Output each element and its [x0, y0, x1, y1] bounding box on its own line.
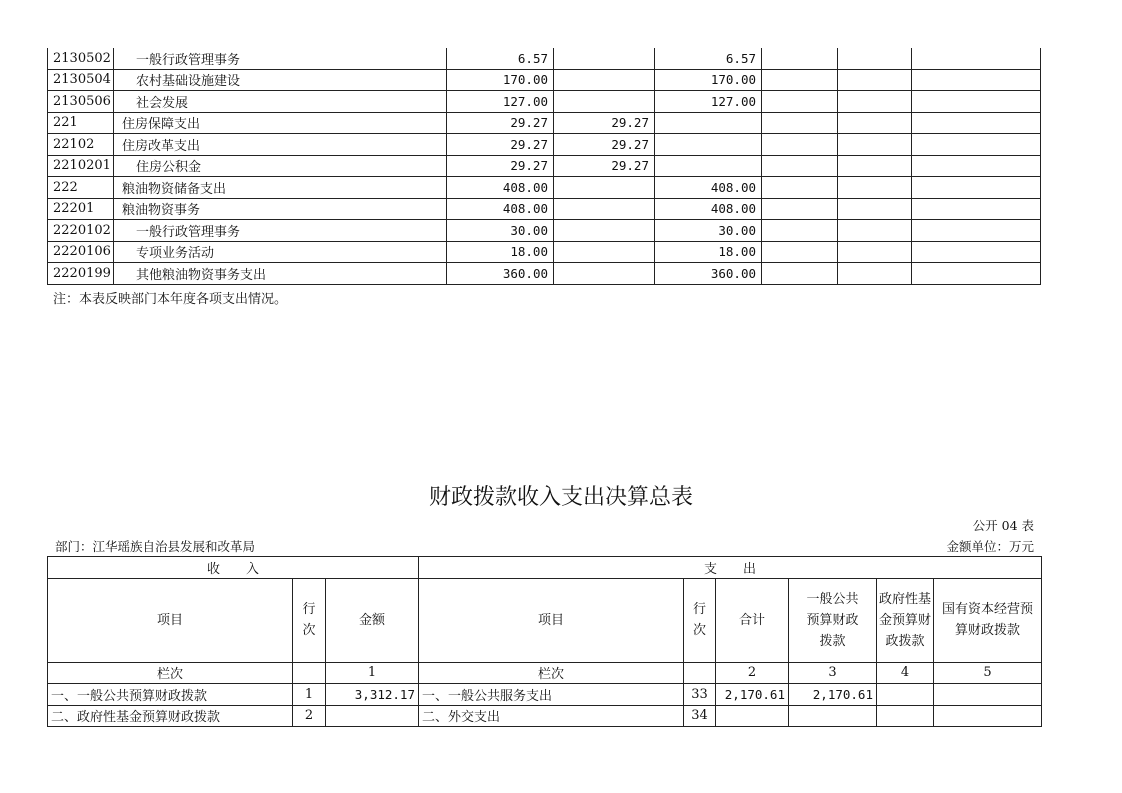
total-amount: 170.00 [447, 69, 554, 91]
income-line: 2 [293, 705, 326, 727]
empty-cell [838, 177, 912, 199]
empty-cell [762, 198, 838, 220]
project-expense: 127.00 [655, 91, 762, 113]
empty-cell [912, 177, 1041, 199]
empty-cell [838, 155, 912, 177]
expense-row-label: 栏次 [419, 662, 684, 684]
subject-code: 2130506 [48, 91, 114, 113]
empty-cell [762, 69, 838, 91]
subject-name: 住房保障支出 [114, 112, 447, 134]
empty-cell [838, 263, 912, 285]
col-num-5: 5 [934, 662, 1042, 684]
basic-expense [554, 91, 655, 113]
empty-cell [912, 91, 1041, 113]
project-expense: 30.00 [655, 220, 762, 242]
expense-total [716, 705, 789, 727]
project-expense: 6.57 [655, 48, 762, 69]
empty-cell [912, 48, 1041, 69]
empty-cell [762, 48, 838, 69]
empty-cell [912, 112, 1041, 134]
table-row [48, 112, 1041, 134]
income-header: 收 入 [48, 557, 419, 579]
subject-code: 2130504 [48, 69, 114, 91]
table-row [48, 220, 1041, 242]
empty-cell [912, 155, 1041, 177]
empty-cell [293, 662, 326, 684]
col-num-4: 4 [877, 662, 934, 684]
income-amount-header: 金额 [326, 578, 419, 662]
project-expense: 170.00 [655, 69, 762, 91]
basic-expense [554, 177, 655, 199]
total-amount: 29.27 [447, 134, 554, 156]
total-amount: 6.57 [447, 48, 554, 69]
col-num-1: 1 [326, 662, 419, 684]
subject-name: 一般行政管理事务 [114, 48, 447, 69]
expense-item: 二、外交支出 [419, 705, 684, 727]
project-expense: 18.00 [655, 241, 762, 263]
expense-line: 33 [684, 684, 716, 706]
general-budget-header: 一般公共预算财政拨款 [789, 578, 877, 662]
total-amount: 30.00 [447, 220, 554, 242]
state-capital-header: 国有资本经营预算财政拨款 [934, 578, 1042, 662]
expenditure-detail-table [47, 48, 1041, 285]
empty-cell [838, 112, 912, 134]
project-expense: 408.00 [655, 198, 762, 220]
expense-line-header: 行次 [684, 578, 716, 662]
subject-name: 住房改革支出 [114, 134, 447, 156]
basic-expense [554, 263, 655, 285]
subject-code: 2220106 [48, 241, 114, 263]
income-row-label: 栏次 [48, 662, 293, 684]
empty-cell [762, 112, 838, 134]
subject-name: 粮油物资事务 [114, 198, 447, 220]
table-row [48, 48, 1041, 69]
table-row [48, 69, 1041, 91]
income-amount [326, 705, 419, 727]
empty-cell [838, 220, 912, 242]
project-expense [655, 155, 762, 177]
basic-expense [554, 69, 655, 91]
basic-expense [554, 48, 655, 69]
empty-cell [838, 241, 912, 263]
subject-name: 农村基础设施建设 [114, 69, 447, 91]
empty-cell [762, 134, 838, 156]
total-amount: 29.27 [447, 112, 554, 134]
basic-expense [554, 198, 655, 220]
subject-code: 2220102 [48, 220, 114, 242]
subject-code: 2130502 [48, 48, 114, 69]
gov-fund-header: 政府性基金预算财政拨款 [877, 578, 934, 662]
subject-name: 其他粮油物资事务支出 [114, 263, 447, 285]
expense-item: 一、一般公共服务支出 [419, 684, 684, 706]
total-amount: 18.00 [447, 241, 554, 263]
general-budget-amount [789, 705, 877, 727]
form-code: 公开 04 表 [972, 518, 1034, 533]
subject-code: 22201 [48, 198, 114, 220]
expense-header: 支 出 [419, 557, 1042, 579]
page-title: 财政拨款收入支出决算总表 [428, 485, 693, 510]
gov-fund-amount [877, 705, 934, 727]
table-row [48, 177, 1041, 199]
subject-code: 22102 [48, 134, 114, 156]
basic-expense [554, 241, 655, 263]
total-amount: 29.27 [447, 155, 554, 177]
empty-cell [762, 155, 838, 177]
table-row [48, 155, 1041, 177]
table-row [48, 134, 1041, 156]
empty-cell [838, 198, 912, 220]
expense-total-header: 合计 [716, 578, 789, 662]
project-expense: 408.00 [655, 177, 762, 199]
table-row [48, 684, 1042, 706]
fiscal-appropriation-summary-table [47, 556, 1042, 727]
table-note: 注：本表反映部门本年度各项支出情况。 [53, 292, 288, 307]
income-item-header: 项目 [48, 578, 293, 662]
general-budget-amount: 2,170.61 [789, 684, 877, 706]
empty-cell [838, 48, 912, 69]
project-expense: 360.00 [655, 263, 762, 285]
empty-cell [912, 220, 1041, 242]
expense-line: 34 [684, 705, 716, 727]
total-amount: 408.00 [447, 177, 554, 199]
basic-expense: 29.27 [554, 155, 655, 177]
state-capital-amount [934, 705, 1042, 727]
empty-cell [838, 69, 912, 91]
basic-expense: 29.27 [554, 134, 655, 156]
empty-cell [912, 263, 1041, 285]
table-row [48, 241, 1041, 263]
income-line-header: 行次 [293, 578, 326, 662]
subject-name: 一般行政管理事务 [114, 220, 447, 242]
empty-cell [762, 241, 838, 263]
table-row [48, 198, 1041, 220]
total-amount: 127.00 [447, 91, 554, 113]
subject-name: 住房公积金 [114, 155, 447, 177]
income-line: 1 [293, 684, 326, 706]
col-num-2: 2 [716, 662, 789, 684]
empty-cell [838, 134, 912, 156]
col-num-3: 3 [789, 662, 877, 684]
state-capital-amount [934, 684, 1042, 706]
table-row [48, 263, 1041, 285]
empty-cell [912, 198, 1041, 220]
project-expense [655, 134, 762, 156]
empty-cell [684, 662, 716, 684]
subject-name: 粮油物资储备支出 [114, 177, 447, 199]
subject-code: 222 [48, 177, 114, 199]
empty-cell [912, 69, 1041, 91]
amount-unit-label: 金额单位：万元 [946, 539, 1034, 554]
empty-cell [762, 220, 838, 242]
basic-expense [554, 220, 655, 242]
table-row [48, 91, 1041, 113]
table-row [48, 705, 1042, 727]
subject-code: 2210201 [48, 155, 114, 177]
income-amount: 3,312.17 [326, 684, 419, 706]
gov-fund-amount [877, 684, 934, 706]
subject-code: 2220199 [48, 263, 114, 285]
empty-cell [762, 177, 838, 199]
income-item: 二、政府性基金预算财政拨款 [48, 705, 293, 727]
total-amount: 408.00 [447, 198, 554, 220]
empty-cell [762, 263, 838, 285]
empty-cell [838, 91, 912, 113]
subject-name: 专项业务活动 [114, 241, 447, 263]
basic-expense: 29.27 [554, 112, 655, 134]
project-expense [655, 112, 762, 134]
subject-code: 221 [48, 112, 114, 134]
empty-cell [762, 91, 838, 113]
expense-total: 2,170.61 [716, 684, 789, 706]
expense-item-header: 项目 [419, 578, 684, 662]
department-label: 部门：江华瑶族自治县发展和改革局 [55, 539, 256, 554]
empty-cell [912, 241, 1041, 263]
total-amount: 360.00 [447, 263, 554, 285]
income-item: 一、一般公共预算财政拨款 [48, 684, 293, 706]
subject-name: 社会发展 [114, 91, 447, 113]
empty-cell [912, 134, 1041, 156]
